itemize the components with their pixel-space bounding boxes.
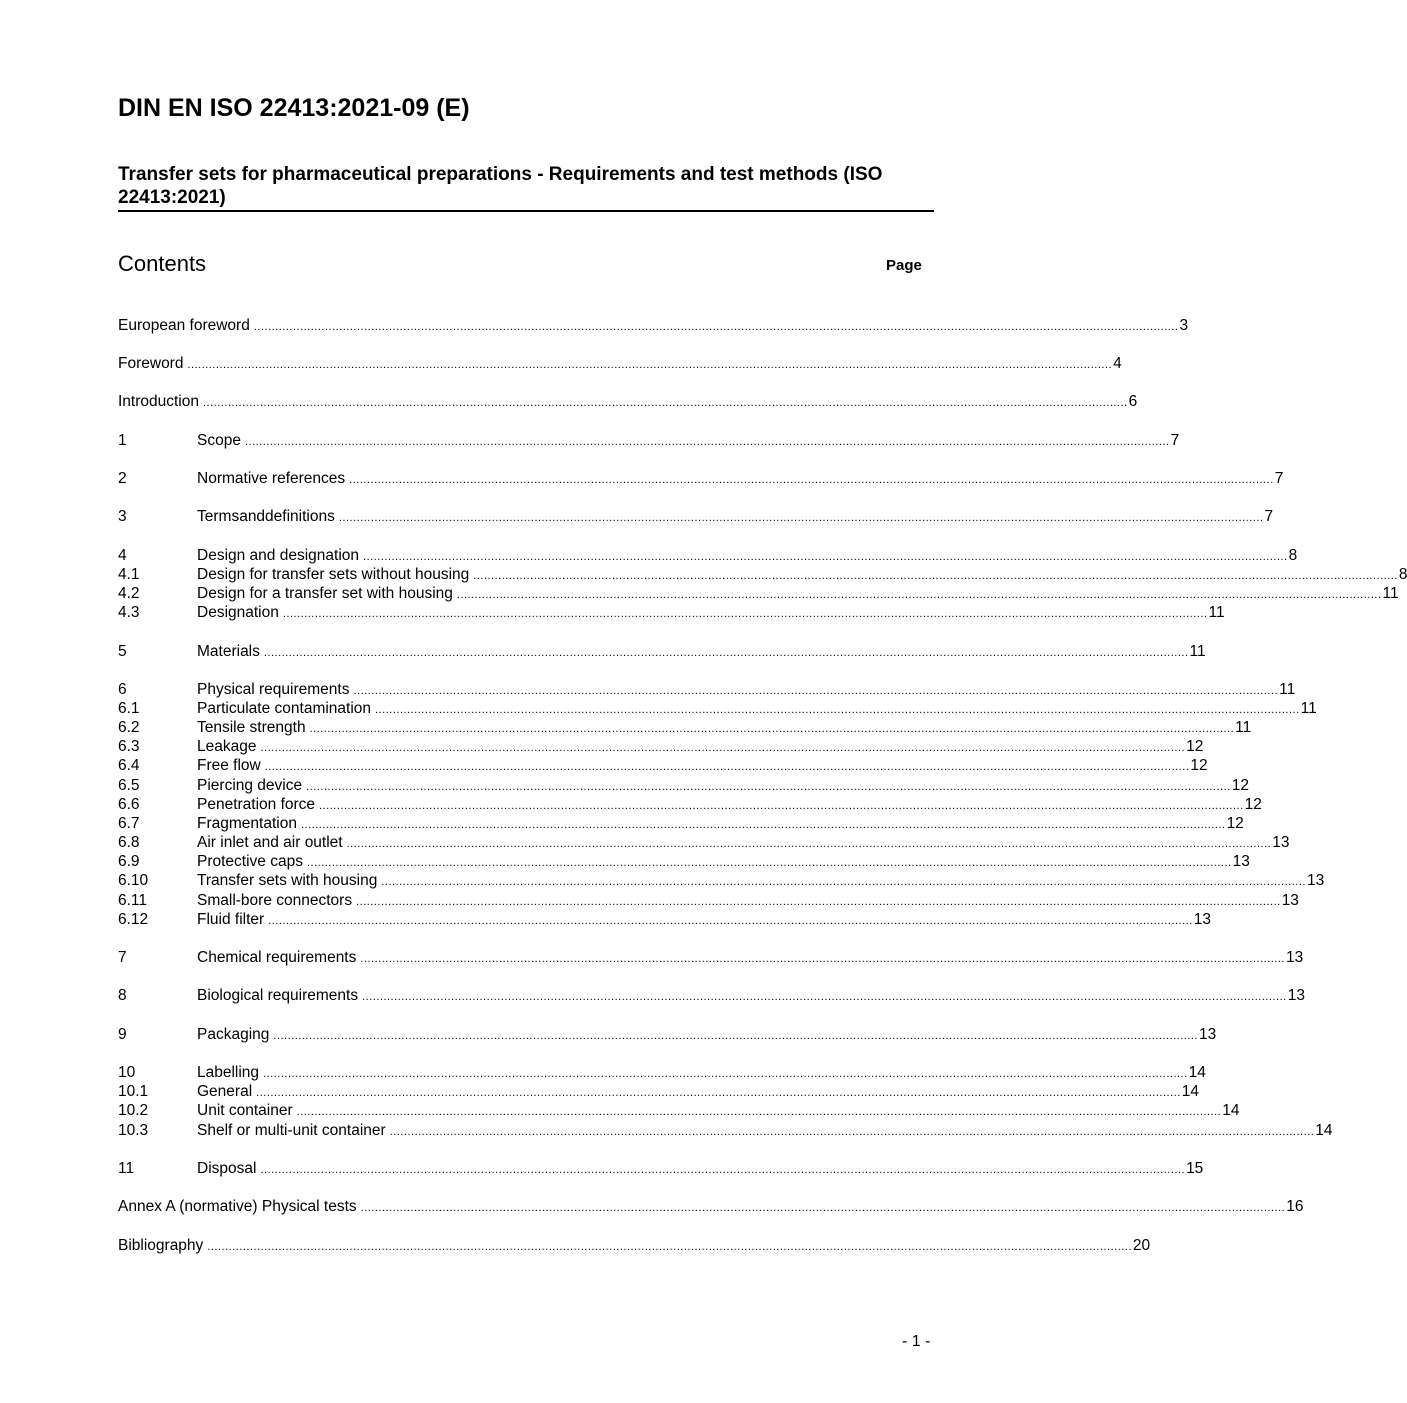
toc-entry-number: 4 (118, 547, 127, 564)
toc-entry-page: 13 (1193, 911, 1212, 928)
toc-dot-leader: .................................................................................................................................................................................................................................................................... (273, 1030, 1198, 1042)
toc-entry-page: 11 (1300, 700, 1317, 717)
toc-entry-page: 12 (1244, 796, 1262, 813)
toc-entry[interactable] (118, 584, 1399, 603)
toc-entry[interactable] (118, 603, 1225, 622)
toc-dot-leader: .................................................................................................................................................................................................................................................................... (346, 838, 1272, 850)
toc-entry-title: Protective caps (197, 853, 303, 870)
toc-entry-page: 11 (1279, 681, 1296, 698)
toc-entry-number: 8 (118, 987, 127, 1004)
toc-dot-leader: .................................................................................................................................................................................................................................................................... (349, 474, 1274, 486)
toc-entry-page: 11 (1235, 719, 1252, 736)
toc-entry-title: Physical requirements (197, 681, 350, 698)
toc-dot-leader: .................................................................................................................................................................................................................................................................... (263, 647, 1189, 659)
toc-dot-leader: .................................................................................................................................................................................................................................................................... (473, 570, 1398, 582)
toc-entry-title: Air inlet and air outlet (197, 834, 343, 851)
toc-entry-page: 13 (1272, 834, 1290, 851)
toc-entry[interactable] (118, 1101, 1240, 1120)
toc-dot-leader: .................................................................................................................................................................................................................................................................... (187, 359, 1113, 371)
toc-entry-title: Annex A (normative) Physical tests (118, 1198, 357, 1215)
toc-entry-title: Design for transfer sets without housing (197, 566, 470, 583)
toc-entry-title: Tensile strength (197, 719, 306, 736)
toc-entry-title: Leakage (197, 738, 257, 755)
toc-entry-title: Fluid filter (197, 911, 265, 928)
toc-entry[interactable] (118, 1236, 1151, 1255)
toc-entry-number: 6.2 (118, 719, 140, 736)
toc-dot-leader: .................................................................................................................................................................................................................................................................... (360, 953, 1285, 965)
toc-dot-leader: .................................................................................................................................................................................................................................................................... (353, 685, 1279, 697)
toc-entry-title: Small-bore connectors (197, 892, 353, 909)
toc-entry-page: 6 (1128, 393, 1138, 410)
toc-entry-title: Disposal (197, 1160, 257, 1177)
toc-dot-leader: .................................................................................................................................................................................................................................................................... (207, 1241, 1132, 1253)
toc-dot-leader: .................................................................................................................................................................................................................................................................... (389, 1126, 1315, 1138)
toc-entry-number: 9 (118, 1026, 127, 1043)
toc-entry-number: 6.3 (118, 738, 140, 755)
toc-entry-number: 4.2 (118, 585, 140, 602)
toc-entry[interactable] (118, 1121, 1333, 1140)
toc-entry-number: 2 (118, 470, 127, 487)
toc-entry-number: 6.5 (118, 777, 140, 794)
toc-entry[interactable] (118, 546, 1298, 565)
toc-entry-number: 6.6 (118, 796, 140, 813)
toc-entry-number: 4.1 (118, 566, 140, 583)
toc-dot-leader: .................................................................................................................................................................................................................................................................... (256, 1087, 1181, 1099)
toc-entry-number: 10.1 (118, 1083, 149, 1100)
toc-entry-page: 13 (1285, 949, 1304, 966)
page-column-label: Page (886, 257, 922, 274)
toc-entry-title: Transfer sets with housing (197, 872, 378, 889)
toc-dot-leader: .................................................................................................................................................................................................................................................................... (319, 800, 1244, 812)
toc-entry[interactable] (118, 795, 1262, 814)
toc-entry-number: 11 (118, 1160, 135, 1177)
toc-entry-page: 12 (1231, 777, 1249, 794)
toc-dot-leader: .................................................................................................................................................................................................................................................................... (381, 876, 1306, 888)
toc-entry-page: 14 (1222, 1102, 1240, 1119)
toc-entry[interactable] (118, 986, 1305, 1005)
toc-entry[interactable] (118, 1197, 1304, 1216)
toc-entry-page: 14 (1315, 1122, 1333, 1139)
contents-heading: Contents (118, 251, 207, 276)
toc-entry-number: 1 (118, 432, 127, 449)
toc-dot-leader: .................................................................................................................................................................................................................................................................... (296, 1106, 1222, 1118)
toc-dot-leader: .................................................................................................................................................................................................................................................................... (268, 915, 1193, 927)
toc-dot-leader: .................................................................................................................................................................................................................................................................... (306, 781, 1231, 793)
toc-entry[interactable] (118, 737, 1204, 756)
toc-entry-page: 20 (1132, 1237, 1151, 1254)
toc-entry[interactable] (118, 1025, 1217, 1044)
toc-entry-title: Particulate contamination (197, 700, 372, 717)
toc-entry-page: 8 (1288, 547, 1298, 564)
toc-entry-title: Bibliography (118, 1237, 204, 1254)
toc-entry-title: Labelling (197, 1064, 260, 1081)
toc-entry-number: 6.1 (118, 700, 140, 717)
toc-entry-page: 4 (1113, 355, 1122, 372)
toc-entry[interactable] (118, 565, 1407, 584)
toc-entry[interactable] (118, 316, 1189, 335)
toc-entry-page: 16 (1286, 1198, 1304, 1215)
toc-entry-page: 15 (1186, 1160, 1204, 1177)
toc-entry-title: Packaging (197, 1026, 270, 1043)
toc-entry-page: 12 (1186, 738, 1204, 755)
toc-entry-page: 8 (1398, 566, 1407, 583)
toc-dot-leader: .................................................................................................................................................................................................................................................................... (264, 761, 1190, 773)
toc-entry[interactable] (118, 431, 1180, 450)
toc-entry-title: Materials (197, 643, 260, 660)
title-divider (118, 210, 934, 212)
toc-entry[interactable] (118, 469, 1284, 488)
toc-entry[interactable] (118, 1159, 1204, 1178)
toc-entry-number: 3 (118, 508, 127, 525)
toc-entry-page: 12 (1190, 757, 1208, 774)
footer-page-number: - 1 - (902, 1333, 931, 1350)
toc-entry[interactable] (118, 1082, 1200, 1101)
toc-entry[interactable] (118, 852, 1250, 871)
toc-dot-leader: .................................................................................................................................................................................................................................................................... (253, 321, 1179, 333)
toc-entry-number: 6.7 (118, 815, 140, 832)
toc-entry-page: 7 (1170, 432, 1180, 449)
toc-dot-leader: .................................................................................................................................................................................................................................................................... (363, 551, 1288, 563)
toc-entry-page: 7 (1264, 508, 1274, 525)
toc-dot-leader: .................................................................................................................................................................................................................................................................... (456, 589, 1382, 601)
toc-entry-page: 3 (1179, 317, 1189, 334)
toc-entry-title: Design and designation (197, 547, 360, 564)
toc-entry-title: Biological requirements (197, 987, 359, 1004)
toc-dot-leader: .................................................................................................................................................................................................................................................................... (260, 742, 1186, 754)
toc-entry-page: 12 (1226, 815, 1244, 832)
toc-entry-page: 11 (1208, 604, 1225, 621)
toc-entry[interactable] (118, 814, 1244, 833)
toc-entry-page: 14 (1181, 1083, 1200, 1100)
standard-title: DIN EN ISO 22413:2021-09 (E) (118, 94, 470, 122)
toc-entry-page: 13 (1232, 853, 1250, 870)
toc-entry-page: 13 (1306, 872, 1325, 889)
toc-entry-page: 13 (1287, 987, 1305, 1004)
toc-entry[interactable] (118, 392, 1138, 411)
toc-dot-leader: .................................................................................................................................................................................................................................................................... (360, 1202, 1286, 1214)
toc-entry-title: Piercing device (197, 777, 303, 794)
toc-entry-number: 6.12 (118, 911, 149, 928)
toc-entry[interactable] (118, 507, 1274, 526)
toc-entry-number: 10 (118, 1064, 136, 1081)
document-subtitle: Transfer sets for pharmaceutical preparations - Requirements and test methods (ISO 22413:2021) (118, 164, 883, 208)
toc-dot-leader: .................................................................................................................................................................................................................................................................... (300, 819, 1226, 831)
toc-entry-number: 6.4 (118, 757, 140, 774)
toc-entry[interactable] (118, 718, 1252, 737)
toc-dot-leader: .................................................................................................................................................................................................................................................................... (203, 397, 1128, 409)
toc-entry[interactable] (118, 642, 1206, 661)
toc-entry-title: General (197, 1083, 253, 1100)
toc-entry-page: 14 (1188, 1064, 1206, 1081)
toc-dot-leader: .................................................................................................................................................................................................................................................................... (263, 1068, 1188, 1080)
toc-dot-leader: .................................................................................................................................................................................................................................................................... (244, 436, 1170, 448)
toc-entry[interactable] (118, 910, 1212, 929)
toc-entry-title: Shelf or multi-unit container (197, 1122, 386, 1139)
toc-entry-title: Designation (197, 604, 279, 621)
toc-entry-title: Normative references (197, 470, 346, 487)
toc-dot-leader: .................................................................................................................................................................................................................................................................... (375, 704, 1300, 716)
toc-entry-number: 6.10 (118, 872, 149, 889)
toc-dot-leader: .................................................................................................................................................................................................................................................................... (306, 857, 1232, 869)
toc-entry-title: Penetration force (197, 796, 316, 813)
toc-dot-leader: .................................................................................................................................................................................................................................................................... (260, 1164, 1186, 1176)
toc-entry-page: 7 (1274, 470, 1284, 487)
toc-entry[interactable] (118, 1063, 1206, 1082)
toc-entry-page: 13 (1281, 892, 1299, 909)
toc-entry-title: Foreword (118, 355, 184, 372)
toc-entry[interactable] (118, 948, 1304, 967)
toc-entry-title: Free flow (197, 757, 261, 774)
toc-dot-leader: .................................................................................................................................................................................................................................................................... (309, 723, 1235, 735)
toc-dot-leader: .................................................................................................................................................................................................................................................................... (282, 608, 1208, 620)
toc-entry-title: Design for a transfer set with housing (197, 585, 453, 602)
toc-entry-number: 6.9 (118, 853, 140, 870)
toc-entry[interactable] (118, 756, 1208, 775)
toc-entry-title: Termsanddefinitions (197, 508, 335, 525)
toc-entry[interactable] (118, 680, 1296, 699)
toc-entry-number: 7 (118, 949, 127, 966)
toc-entry[interactable] (118, 871, 1325, 890)
toc-entry-title: Introduction (118, 393, 199, 410)
toc-entry-page: 11 (1189, 643, 1206, 660)
toc-entry-number: 5 (118, 643, 127, 660)
toc-entry[interactable] (118, 833, 1290, 852)
toc-entry-title: Scope (197, 432, 241, 449)
toc-dot-leader: .................................................................................................................................................................................................................................................................... (362, 991, 1287, 1003)
toc-entry[interactable] (118, 776, 1249, 795)
toc-entry-number: 10.2 (118, 1102, 149, 1119)
toc-entry-title: Chemical requirements (197, 949, 357, 966)
toc-entry-title: European foreword (118, 317, 250, 334)
toc-entry-page: 13 (1199, 1026, 1217, 1043)
toc-dot-leader: .................................................................................................................................................................................................................................................................... (356, 896, 1281, 908)
toc-entry-number: 10.3 (118, 1122, 149, 1139)
toc-entry-title: Fragmentation (197, 815, 297, 832)
toc-entry-number: 4.3 (118, 604, 140, 621)
toc-entry-page: 11 (1382, 585, 1399, 602)
toc-dot-leader: .................................................................................................................................................................................................................................................................... (338, 512, 1264, 524)
toc-entry-title: Unit container (197, 1102, 293, 1119)
toc-entry-number: 6.11 (118, 892, 148, 909)
toc-entry-number: 6.8 (118, 834, 140, 851)
toc-entry[interactable] (118, 699, 1317, 718)
toc-entry[interactable] (118, 354, 1122, 373)
toc-entry-number: 6 (118, 681, 127, 698)
toc-entry[interactable] (118, 891, 1299, 910)
